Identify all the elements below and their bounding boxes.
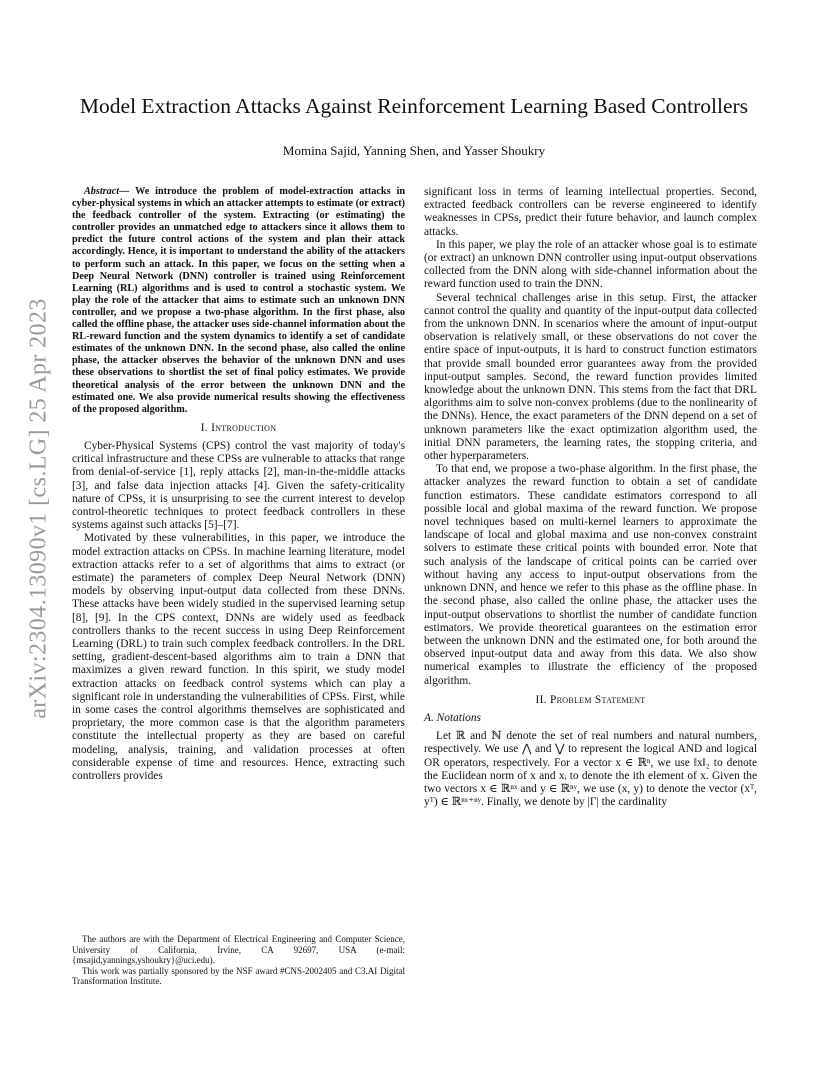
- intro-paragraph-2: Motivated by these vulnerabilities, in this paper, we introduce the model extraction attacks on CPSs. In machine learning literature, model extraction attacks refer to a set of algorithms that aims to extract (or estimate) the parameters of complex Deep Neural Network (DNN) models by observing input-output data collected from these DNNs. These attacks have been widely studied in the supervised learning setup [8], [9]. In the CPS context, DNNs are widely used as feedback controllers thanks to the recent success in using Deep Reinforcement Learning (DRL) to train such complex feedback controllers. In the DRL setting, gradient-descent-based algorithms aim to train a DNN that maximizes a given reward function. In this spirit, we study model extraction attacks on feedback control systems which can play a significant role in understanding the vulnerabilities of CPSs. First, while in some cases the control algorithms themselves are sophisticated and proprietary, the more common case is that the algorithm parameters constitute the intellectual property as they are based on careful modeling, analysis, training, and validation processes at often considerable expense of time and resources. Hence, extracting such controllers provides: [72, 532, 405, 783]
- paper-title: Model Extraction Attacks Against Reinforcement Learning Based Controllers: [79, 94, 749, 118]
- right-paragraph-3: Several technical challenges arise in this setup. First, the attacker cannot control the quality and quantity of the input-output data collected from the unknown DNN. In scenarios where the amount of input-output observation is relatively small, or these observations do not cover the entire space of input-outputs, it is hard to construct function estimators that provide small bounded error guarantees away from the provided input-output samples. Second, the reward function provides limited knowledge about the unknown DNN. This stems from the fact that DRL algorithms aim to solve non-convex problems (due to the nonlinearity of the DNNs). Hence, the exact parameters of the DNN depend on a set of unknown parameters like the exact optimization algorithm used, the initial DNN parameters, the learning rates, the stopping criteria, and other hyperparameters.: [424, 291, 757, 463]
- abstract: [72, 186, 405, 416]
- section-heading-introduction: I. Introduction: [200, 421, 277, 434]
- arxiv-identifier: [22, 258, 56, 758]
- paper-authors: Momina Sajid, Yanning Shen, and Yasser Shoukry: [282, 143, 546, 158]
- notations-paragraph: Let ℝ and ℕ denote the set of real numbers and natural numbers, respectively. We use ⋀ and ⋁ to represent the logical AND and logical OR operators, respectively. For a vector x ∈ ℝⁿ, we use ‖x‖₂ to denote the Euclidean norm of x and xᵢ to denote the ith element of x. Given the two vectors x ∈ ℝⁿˣ and y ∈ ℝⁿʸ, we use (x, y) to denote the vector (xᵀ, yᵀ) ∈ ℝⁿˣ⁺ⁿʸ. Finally, we denote by |Γ| the cardinality: [424, 730, 757, 809]
- right-column: [424, 186, 757, 809]
- right-paragraph-4: To that end, we propose a two-phase algorithm. In the first phase, the attacker analyzes the reward function to obtain a set of candidate function estimators. These candidate estimators correspond to all possible local and global maxima of the reward function. We propose novel techniques based on multi-kernel learners to approximate the landscape of local and global maxima and use non-convex constraint solvers to estimate these critical points with bounded error. Note that such analysis of the landscape of critical points can be carried over without having any access to input-output observations from the unknown DNN, and hence we refer to this phase as the offline phase. In the second phase, also called the online phase, the attacker uses the input-output observations to shortlist the number of candidate function estimators. We provide theoretical guarantees on the estimation error between the unknown DNN and the estimated one, for both around the observed input-output data and away from this data. We also show numerical examples to illustrate the efficiency of the proposed algorithm.: [424, 463, 757, 687]
- subsection-heading-notations: A. Notations: [424, 711, 481, 724]
- left-column: [72, 186, 405, 783]
- section-heading-problem-statement: II. Problem Statement: [535, 693, 646, 706]
- abstract-label: Abstract: [84, 186, 120, 197]
- abstract-text: — We introduce the problem of model-extraction attacks in cyber-physical systems in which an attacker attempts to estimate (or extract) the feedback controller of the system. Extracting (or estimating) the controller provides an unmatched edge to attackers since it allows them to predict the future control actions of the system and plan their attack accordingly. Hence, it is important to understand the ability of the attackers to perform such an attack. In this paper, we focus on the setting when a Deep Neural Network (DNN) controller is trained using Reinforcement Learning (RL) algorithms and is used to control a stochastic system. We play the role of the attacker that aims to estimate such an unknown DNN controller, and we propose a two-phase algorithm. In the first phase, also called the offline phase, the attacker uses side-channel information about the RL-reward function and the system dynamics to identify a set of candidate estimates of the unknown DNN. In the second phase, also called the online phase, the attacker observes the behavior of the unknown DNN and uses these observations to shortlist the set of final policy estimates. We provide theoretical analysis of the error between the unknown DNN and the estimated one. We also provide numerical results showing the effectiveness of the proposed algorithm.: [72, 186, 405, 415]
- right-paragraph-2: In this paper, we play the role of an attacker whose goal is to estimate (or extract) an unknown DNN controller using input-output observations collected from the DNN along with side-channel information about the reward function used to train the DNN.: [424, 238, 757, 291]
- footnotes: [72, 934, 405, 987]
- footnote-funding: This work was partially sponsored by the NSF award #CNS-2002405 and C3.AI Digital Transformation Institute.: [72, 965, 405, 987]
- arxiv-identifier-text: arXiv:2304.13090v1 [cs.LG] 25 Apr 2023: [25, 297, 52, 719]
- footnote-affiliation: The authors are with the Department of Electrical Engineering and Computer Science, University of California, Irvine, CA 92697, USA (e-mail: {msajid,yannings,yshoukry}@uci.edu).: [72, 934, 405, 966]
- intro-paragraph-1: Cyber-Physical Systems (CPS) control the vast majority of today's critical infrastructure and these CPSs are vulnerable to attacks that range from denial-of-service [1], reply attacks [2], man-in-the-middle attacks [3], and false data injection attacks [4]. Given the safety-criticality nature of CPSs, it is unsurprising to see the current interest to develop control-theoretic techniques to protect feedback controllers in these systems against such attacks [5]–[7].: [72, 439, 405, 532]
- right-paragraph-1: significant loss in terms of learning intellectual properties. Second, extracted feedback controllers can be reverse engineered to identify weaknesses in CPSs, predict their future behavior, and launch complex attacks.: [424, 186, 757, 238]
